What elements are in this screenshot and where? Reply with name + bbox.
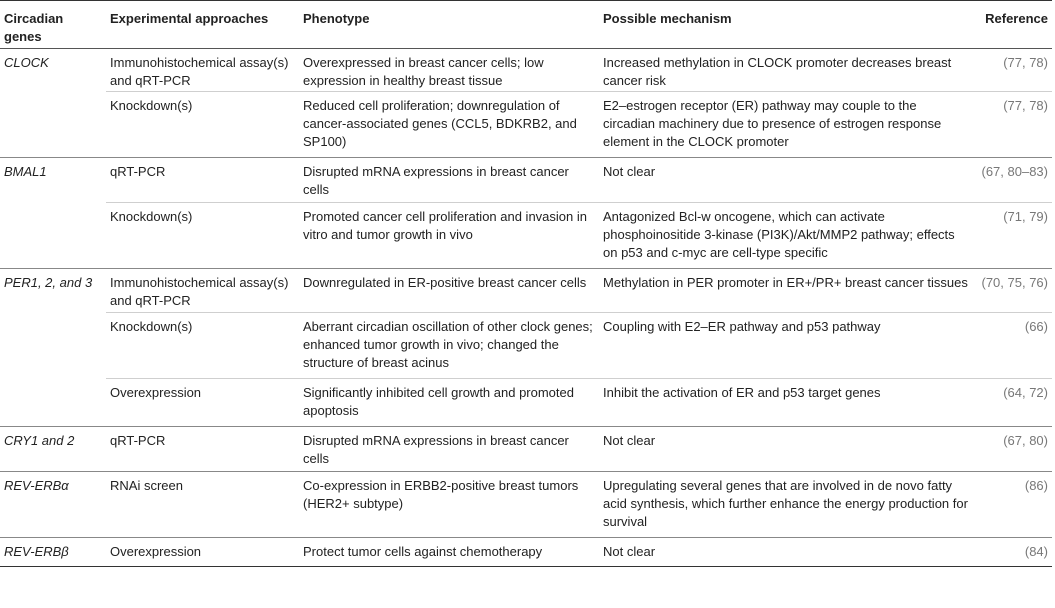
phenotype-cell: Downregulated in ER-positive breast cancer cells <box>299 269 599 313</box>
header-row <box>0 1 1052 49</box>
table-row <box>0 92 1052 158</box>
gene-cell: CRY1 and 2 <box>0 427 106 472</box>
phenotype-cell: Reduced cell proliferation; downregulation of cancer-associated genes (CCL5, BDKRB2, and SP100) <box>299 92 599 158</box>
approach-cell: RNAi screen <box>106 472 299 538</box>
gene-cell: BMAL1 <box>0 158 106 269</box>
table-row <box>0 49 1052 92</box>
table-row <box>0 472 1052 538</box>
reference-cell: (77, 78) <box>972 92 1052 158</box>
gene-cell: PER1, 2, and 3 <box>0 269 106 427</box>
phenotype-cell: Promoted cancer cell proliferation and invasion in vitro and tumor growth in vivo <box>299 203 599 269</box>
mechanism-cell: Antagonized Bcl-w oncogene, which can activate phosphoinositide 3-kinase (PI3K)/Akt/MMP2 pathway; effects on p53 and c-myc are cell-type specific <box>599 203 972 269</box>
mechanism-cell: Not clear <box>599 538 972 567</box>
approach-cell: Knockdown(s) <box>106 313 299 379</box>
table-row <box>0 313 1052 379</box>
phenotype-cell: Aberrant circadian oscillation of other clock genes; enhanced tumor growth in vivo; changed the structure of breast acinus <box>299 313 599 379</box>
table-row <box>0 203 1052 269</box>
mechanism-cell: Increased methylation in CLOCK promoter decreases breast cancer risk <box>599 49 972 92</box>
table-row <box>0 538 1052 567</box>
header-mechanism: Possible mechanism <box>599 1 972 49</box>
phenotype-cell: Disrupted mRNA expressions in breast cancer cells <box>299 427 599 472</box>
mechanism-cell: E2–estrogen receptor (ER) pathway may couple to the circadian machinery due to presence of estrogen response element in the CLOCK promoter <box>599 92 972 158</box>
table-row <box>0 379 1052 427</box>
reference-cell: (70, 75, 76) <box>972 269 1052 313</box>
phenotype-cell: Co-expression in ERBB2-positive breast tumors (HER2+ subtype) <box>299 472 599 538</box>
reference-cell: (66) <box>972 313 1052 379</box>
approach-cell: Knockdown(s) <box>106 92 299 158</box>
gene-cell: CLOCK <box>0 49 106 158</box>
phenotype-cell: Protect tumor cells against chemotherapy <box>299 538 599 567</box>
gene-cell: REV-ERBβ <box>0 538 106 567</box>
approach-cell: qRT-PCR <box>106 427 299 472</box>
approach-cell: Overexpression <box>106 379 299 427</box>
reference-cell: (77, 78) <box>972 49 1052 92</box>
mechanism-cell: Inhibit the activation of ER and p53 target genes <box>599 379 972 427</box>
mechanism-cell: Methylation in PER promoter in ER+/PR+ breast cancer tissues <box>599 269 972 313</box>
phenotype-cell: Overexpressed in breast cancer cells; low expression in healthy breast tissue <box>299 49 599 92</box>
mechanism-cell: Upregulating several genes that are involved in de novo fatty acid synthesis, which further enhance the energy production for survival <box>599 472 972 538</box>
approach-cell: Immunohistochemical assay(s) and qRT-PCR <box>106 269 299 313</box>
approach-cell: Knockdown(s) <box>106 203 299 269</box>
header-gene: Circadian genes <box>0 1 106 49</box>
phenotype-cell: Significantly inhibited cell growth and promoted apoptosis <box>299 379 599 427</box>
header-reference: Reference <box>972 1 1052 49</box>
table-row <box>0 269 1052 313</box>
header-approach: Experimental approaches <box>106 1 299 49</box>
reference-cell: (64, 72) <box>972 379 1052 427</box>
table-row <box>0 158 1052 203</box>
mechanism-cell: Coupling with E2–ER pathway and p53 pathway <box>599 313 972 379</box>
reference-cell: (67, 80) <box>972 427 1052 472</box>
approach-cell: Immunohistochemical assay(s) and qRT-PCR <box>106 49 299 92</box>
reference-cell: (84) <box>972 538 1052 567</box>
reference-cell: (71, 79) <box>972 203 1052 269</box>
reference-cell: (86) <box>972 472 1052 538</box>
header-phenotype: Phenotype <box>299 1 599 49</box>
reference-cell: (67, 80–83) <box>972 158 1052 203</box>
gene-cell: REV-ERBα <box>0 472 106 538</box>
table-row <box>0 427 1052 472</box>
approach-cell: Overexpression <box>106 538 299 567</box>
mechanism-cell: Not clear <box>599 427 972 472</box>
approach-cell: qRT-PCR <box>106 158 299 203</box>
mechanism-cell: Not clear <box>599 158 972 203</box>
phenotype-cell: Disrupted mRNA expressions in breast cancer cells <box>299 158 599 203</box>
